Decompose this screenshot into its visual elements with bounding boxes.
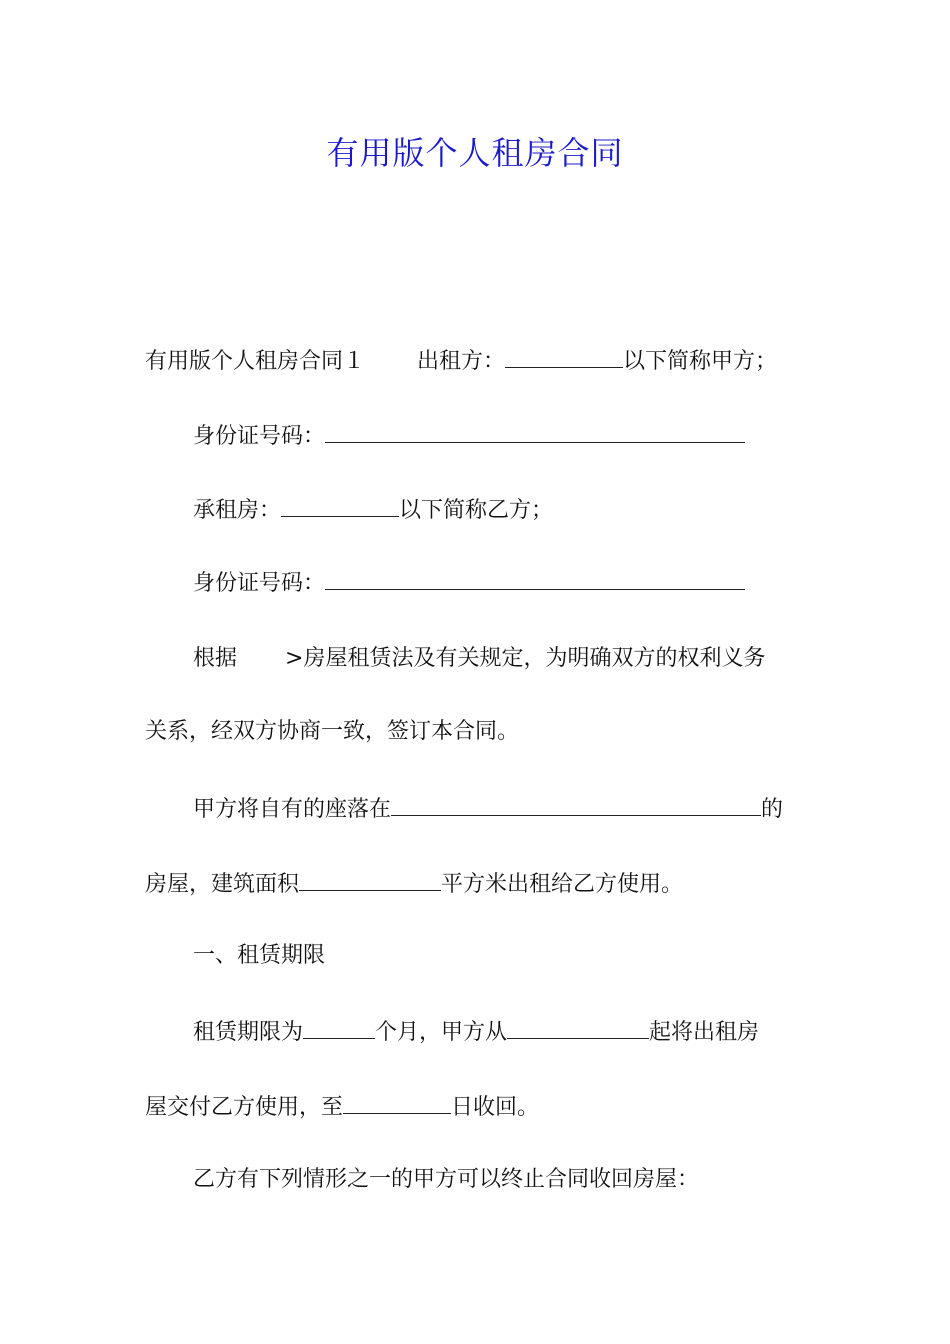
area-suffix: 平方米出租给乙方使用。 <box>441 872 684 897</box>
return-label: 屋交付乙方使用，至 <box>145 1095 344 1120</box>
lessee-id-blank <box>325 567 745 590</box>
location-blank <box>391 793 761 816</box>
term-line <box>193 1016 759 1048</box>
lessor-blank <box>505 345 623 368</box>
document-title: 有用版个人租房合同 <box>326 134 624 172</box>
lessee-id-line <box>193 567 745 599</box>
area-line <box>145 868 683 900</box>
lessee-id-label: 身份证号码： <box>193 571 326 596</box>
location-suffix: 的 <box>761 797 784 822</box>
lessee-label: 承租房： <box>193 498 282 523</box>
term-end: 起将出租房 <box>649 1020 760 1045</box>
lessor-id-label: 身份证号码： <box>193 424 326 449</box>
lessee-blank <box>281 494 399 517</box>
area-label: 房屋，建筑面积 <box>145 872 300 897</box>
location-line <box>193 793 783 825</box>
months-blank <box>303 1016 375 1039</box>
lessee-suffix: 以下简称乙方； <box>399 498 554 523</box>
end-date-blank <box>343 1091 451 1114</box>
basis-start: 根据 <box>193 646 238 671</box>
location-label: 甲方将自有的座落在 <box>193 797 392 822</box>
lessor-suffix: 以下简称甲方； <box>623 349 778 374</box>
return-line <box>145 1091 539 1123</box>
basis-text: >房屋租赁法及有关规定，为明确双方的权利义务 <box>285 646 766 671</box>
basis-line <box>193 644 765 674</box>
section-heading: 一、租赁期限 <box>193 943 326 968</box>
lessee-line <box>193 494 553 526</box>
area-blank <box>299 868 441 891</box>
contract-name: 有用版个人租房合同１ <box>145 349 366 374</box>
return-suffix: 日收回。 <box>451 1095 540 1120</box>
lessor-id-blank <box>325 420 745 443</box>
basis-continued: 关系，经双方协商一致，签订本合同。 <box>145 719 520 744</box>
termination-line: 乙方有下列情形之一的甲方可以终止合同收回房屋： <box>193 1167 700 1192</box>
lessor-label: 出租方： <box>417 349 506 374</box>
term-label: 租赁期限为 <box>193 1020 304 1045</box>
lessor-id-line <box>193 420 745 452</box>
term-mid: 个月，甲方从 <box>375 1020 508 1045</box>
intro-line <box>145 345 777 377</box>
start-date-blank <box>507 1016 649 1039</box>
